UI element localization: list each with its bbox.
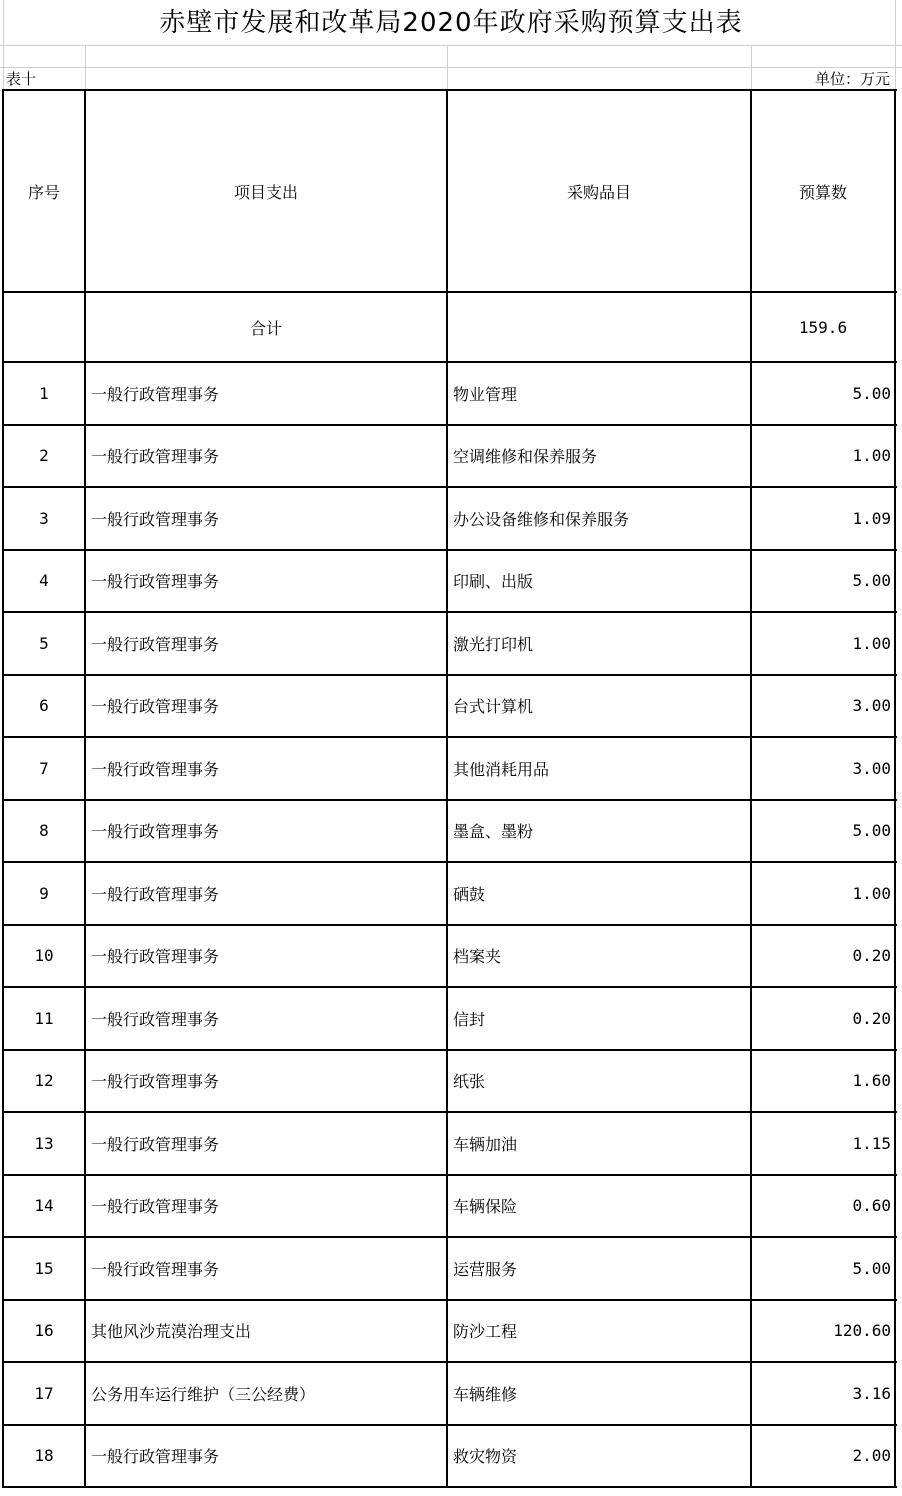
table-border [894,89,896,1488]
row-index: 10 [34,946,54,966]
row-project: 一般行政管理事务 [91,447,220,467]
row-project: 一般行政管理事务 [91,759,220,779]
row-index: 3 [39,508,49,528]
row-index: 7 [39,758,49,778]
row-project: 一般行政管理事务 [91,572,220,592]
table-border [3,549,897,551]
row-item: 空调维修和保养服务 [453,447,598,467]
row-value: 0.60 [852,1196,891,1216]
table-border [3,674,897,676]
row-project: 一般行政管理事务 [91,1009,220,1029]
row-project: 一般行政管理事务 [91,884,220,904]
table-border [3,861,897,863]
total-value: 159.6 [798,317,848,337]
table-border [3,1299,897,1301]
row-project: 一般行政管理事务 [91,384,220,404]
row-index: 13 [34,1133,54,1153]
row-item: 救灾物资 [453,1447,518,1467]
row-index: 18 [34,1446,54,1466]
row-value: 3.00 [852,758,891,778]
table-border [3,1236,897,1238]
row-value: 3.16 [852,1383,891,1403]
row-value: 2.00 [852,1446,891,1466]
row-item: 办公设备维修和保养服务 [453,509,630,529]
row-index: 12 [34,1071,54,1091]
row-value: 1.60 [852,1071,891,1091]
row-item: 台式计算机 [453,697,534,717]
row-value: 5.00 [852,571,891,591]
table-border [3,986,897,988]
table-border [3,799,897,801]
row-item: 印刷、出版 [453,572,534,592]
row-index: 14 [34,1196,54,1216]
row-index: 6 [39,696,49,716]
table-border [3,291,897,293]
page-title: 赤壁市发展和改革局2020年政府采购预算支出表 [159,8,743,38]
total-label: 合计 [249,318,282,338]
row-value: 1.00 [852,446,891,466]
row-item: 信封 [453,1009,486,1029]
row-item: 纸张 [453,1072,486,1092]
table-border [3,361,897,363]
table-border [2,89,4,1488]
table-border [3,1174,897,1176]
row-value: 3.00 [852,696,891,716]
table-border [3,1111,897,1113]
row-item: 其他消耗用品 [453,759,550,779]
row-index: 4 [39,571,49,591]
row-project: 其他风沙荒漠治理支出 [91,1322,252,1342]
table-border [3,1361,897,1363]
row-item: 车辆保险 [453,1197,518,1217]
row-index: 11 [34,1008,54,1028]
row-value: 0.20 [852,946,891,966]
row-project: 一般行政管理事务 [91,1072,220,1092]
row-value: 0.20 [852,1008,891,1028]
row-value: 5.00 [852,383,891,403]
table-border [3,924,897,926]
table-border [750,89,752,1488]
row-value: 1.09 [852,508,891,528]
row-value: 120.60 [833,1321,891,1341]
row-index: 16 [34,1321,54,1341]
row-index: 8 [39,821,49,841]
header-index: 序号 [27,182,60,202]
row-index: 2 [39,446,49,466]
row-item: 防沙工程 [453,1322,518,1342]
header-budget: 预算数 [798,182,847,202]
row-project: 一般行政管理事务 [91,634,220,654]
row-item: 物业管理 [453,384,518,404]
header-project: 项目支出 [233,182,298,202]
row-item: 车辆加油 [453,1134,518,1154]
header-item: 采购品目 [566,182,631,202]
row-project: 一般行政管理事务 [91,947,220,967]
row-value: 1.15 [852,1133,891,1153]
row-project: 公务用车运行维护（三公经费） [91,1384,316,1404]
row-index: 17 [34,1383,54,1403]
row-project: 一般行政管理事务 [91,697,220,717]
table-border [3,1049,897,1051]
row-index: 9 [39,883,49,903]
table-number: 表十 [6,70,37,88]
row-value: 1.00 [852,633,891,653]
row-item: 运营服务 [453,1259,518,1279]
row-value: 5.00 [852,1258,891,1278]
unit-label: 单位：万元 [814,70,890,88]
row-project: 一般行政管理事务 [91,1447,220,1467]
row-project: 一般行政管理事务 [91,822,220,842]
row-item: 硒鼓 [453,884,486,904]
row-item: 激光打印机 [453,634,534,654]
row-project: 一般行政管理事务 [91,1197,220,1217]
table-border [3,611,897,613]
row-index: 5 [39,633,49,653]
table-border [446,89,448,1488]
row-item: 墨盒、墨粉 [453,822,534,842]
row-item: 档案夹 [453,947,502,967]
row-project: 一般行政管理事务 [91,1134,220,1154]
table-border [3,424,897,426]
row-project: 一般行政管理事务 [91,1259,220,1279]
table-border [84,89,86,1488]
table-border [3,1486,897,1488]
table-border [3,486,897,488]
row-item: 车辆维修 [453,1384,518,1404]
row-project: 一般行政管理事务 [91,509,220,529]
row-value: 1.00 [852,883,891,903]
table-border [3,89,897,91]
row-index: 1 [39,383,49,403]
row-index: 15 [34,1258,54,1278]
table-border [3,1424,897,1426]
table-border [3,736,897,738]
row-value: 5.00 [852,821,891,841]
